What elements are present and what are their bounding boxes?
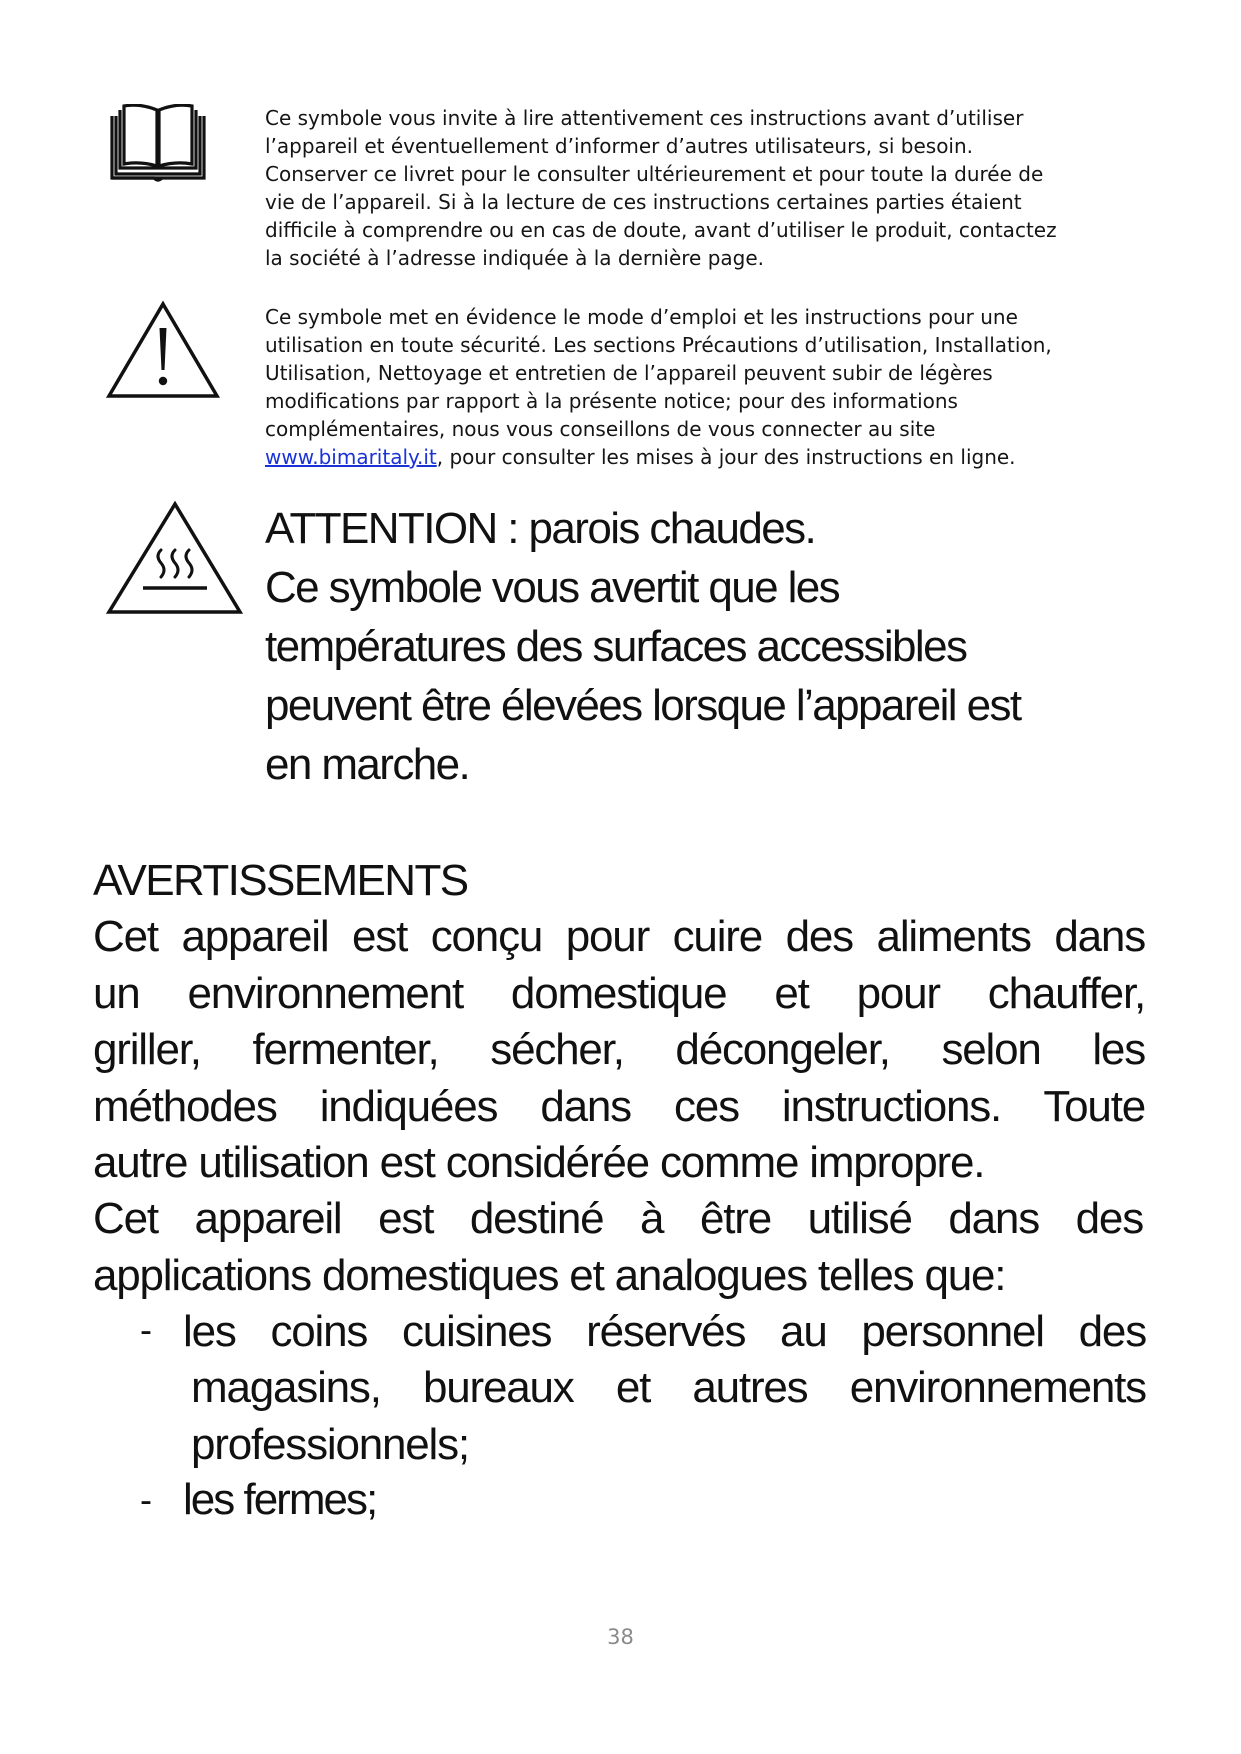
hot-surface-title: ATTENTION : parois chaudes. [265, 504, 816, 553]
warnings-paragraph-1 [93, 909, 1145, 1192]
bullet-item [183, 1304, 1146, 1361]
book-icon [110, 104, 206, 184]
text-line: les fermes; [183, 1475, 377, 1524]
text-line: en marche. [265, 740, 470, 789]
text-line [265, 443, 1185, 471]
bullet-marker: - [140, 1479, 152, 1520]
page-number: 38 [607, 1625, 634, 1649]
text-line: les coins cuisines réservés au personnel des [183, 1307, 1146, 1356]
text-line: l’appareil et éventuellement d’informer d’autres utilisateurs, si besoin. [265, 134, 974, 158]
text-line: Ce symbole vous avertit que les [265, 563, 840, 612]
bullet-marker: - [140, 1309, 152, 1350]
text-line: Ce symbole met en évidence le mode d’emploi et les instructions pour une [265, 305, 1018, 329]
bullet-item-continuation [191, 1360, 1146, 1473]
hot-surface-text [265, 499, 1021, 794]
bullet-item [183, 1472, 376, 1529]
text-line: Conserver ce livret pour le consulter ultérieurement et pour toute la durée de [265, 162, 1044, 186]
text-line: la société à l’adresse indiquée à la dernière page. [265, 246, 765, 270]
text-line: difficile à comprendre ou en cas de doute, avant d’utiliser le produit, contactez [265, 218, 1057, 242]
text-line: Cet appareil est destiné à être utilisé dans des [93, 1194, 1143, 1243]
book-symbol-text [265, 104, 1185, 272]
text-line: applications domestiques et analogues telles que: [93, 1250, 1006, 1300]
website-link[interactable]: www.bimaritaly.it [265, 445, 437, 469]
text-line: un environnement domestique et pour chauffer, [93, 968, 1145, 1018]
text-line: utilisation en toute sécurité. Les sections Précautions d’utilisation, Installation, [265, 333, 1052, 357]
text-line: modifications par rapport à la présente notice; pour des informations [265, 389, 958, 413]
warning-icon [105, 300, 221, 400]
warnings-heading: AVERTISSEMENTS [93, 856, 468, 905]
text-line: méthodes indiquées dans ces instructions. Toute [93, 1081, 1145, 1131]
text-line: Ce symbole vous invite à lire attentivement ces instructions avant d’utiliser [265, 106, 1024, 130]
text-line: Utilisation, Nettoyage et entretien de l’appareil peuvent subir de légères [265, 361, 993, 385]
warnings-paragraph-2 [93, 1191, 1143, 1304]
text-line: complémentaires, nous vous conseillons de vous connecter au site [265, 417, 936, 441]
text-line: vie de l’appareil. Si à la lecture de ces instructions certaines parties étaient [265, 190, 1022, 214]
link-trailing-text: , pour consulter les mises à jour des instructions en ligne. [436, 445, 1016, 469]
text-line: professionnels; [191, 1419, 469, 1469]
text-line: griller, fermenter, sécher, décongeler, selon les [93, 1025, 1145, 1074]
hot-surface-icon [105, 500, 245, 620]
text-line: magasins, bureaux et autres environnements [191, 1363, 1146, 1412]
text-line: autre utilisation est considérée comme impropre. [93, 1138, 985, 1187]
text-line: températures des surfaces accessibles [265, 622, 967, 671]
text-line: peuvent être élevées lorsque l’appareil est [265, 681, 1021, 730]
text-line: Cet appareil est conçu pour cuire des aliments dans [93, 912, 1145, 961]
warning-symbol-text [265, 303, 1185, 471]
